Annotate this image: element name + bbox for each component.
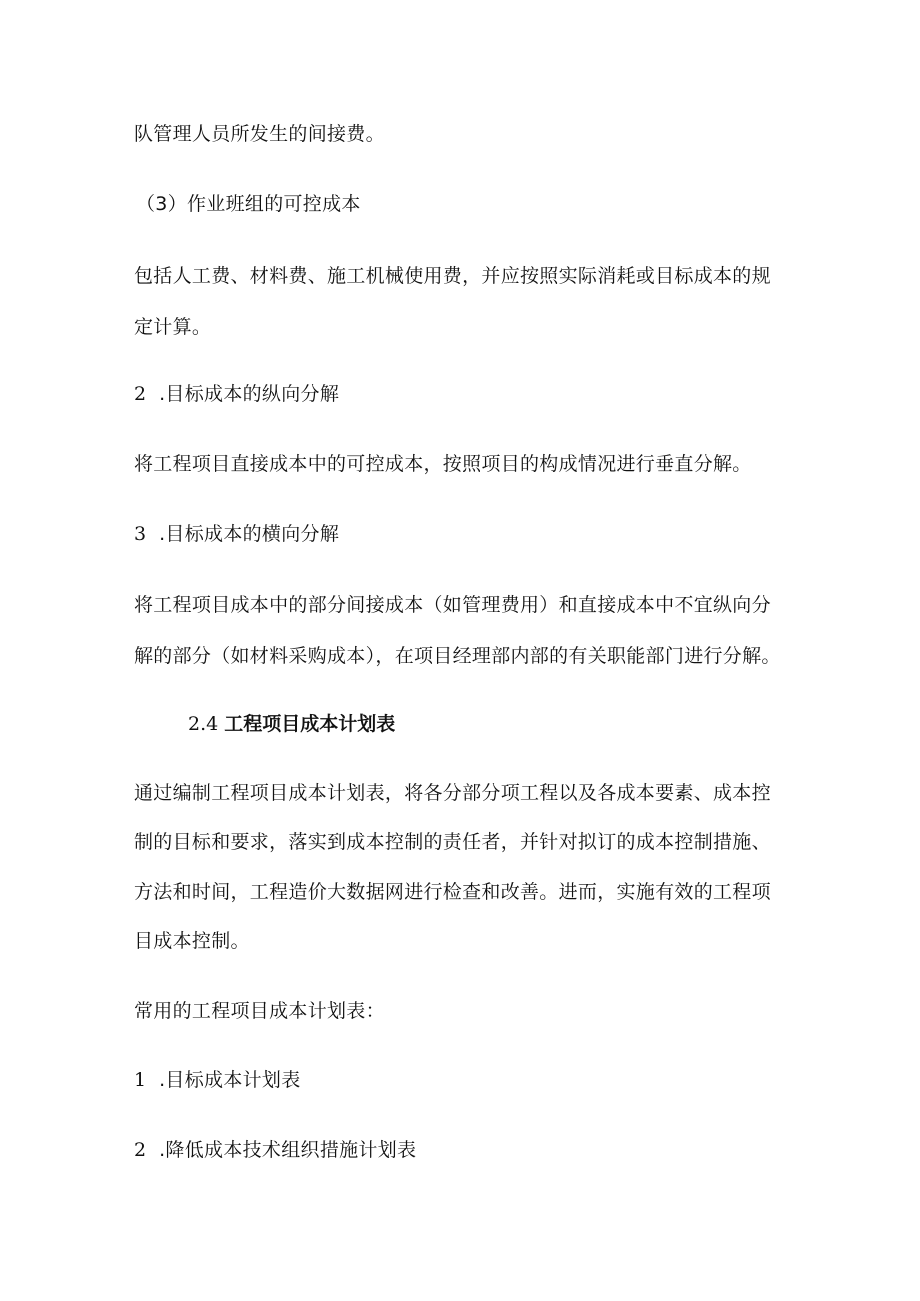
text: 方法和时间，工程造价大数据网进行检查和改善。进而，实施有效的工程项 <box>134 881 771 903</box>
list-item <box>134 382 339 406</box>
list-number: 3 <box>134 523 147 545</box>
section-heading <box>188 712 395 736</box>
list-item <box>134 522 339 546</box>
list-item <box>134 1138 416 1162</box>
paragraph-line <box>134 999 385 1023</box>
paragraph-line <box>134 929 250 953</box>
subsection-title <box>136 192 361 216</box>
text: 将工程项目直接成本中的可控成本，按照项目的构成情况进行垂直分解。 <box>134 453 752 475</box>
list-text: .目标成本的纵向分解 <box>159 383 340 405</box>
paragraph-line <box>134 593 771 617</box>
paragraph-line <box>134 781 771 805</box>
list-number: 2 <box>134 1139 147 1161</box>
text: （3）作业班组的可控成本 <box>136 193 361 215</box>
text: 制的目标和要求，落实到成本控制的责任者，并针对拟订的成本控制措施、 <box>134 831 771 853</box>
list-text: .目标成本的横向分解 <box>159 523 340 545</box>
text: 通过编制工程项目成本计划表，将各分部分项工程以及各成本要素、成本控 <box>134 782 771 804</box>
list-text: .降低成本技术组织措施计划表 <box>159 1139 417 1161</box>
list-number: 2 <box>134 383 147 405</box>
paragraph-line <box>134 452 752 476</box>
text: 常用的工程项目成本计划表： <box>134 1000 385 1022</box>
text: 包括人工费、材料费、施工机械使用费，并应按照实际消耗或目标成本的规 <box>134 265 771 287</box>
text: 将工程项目成本中的部分间接成本（如管理费用）和直接成本中不宜纵向分 <box>134 594 771 616</box>
text: 定计算。 <box>134 316 212 338</box>
paragraph-line <box>134 644 781 668</box>
section-title: 工程项目成本计划表 <box>224 713 396 735</box>
paragraph-line <box>134 880 771 904</box>
list-item <box>134 1068 301 1092</box>
section-number: 2.4 <box>188 713 219 735</box>
text: 解的部分（如材料采购成本），在项目经理部内部的有关职能部门进行分解。 <box>134 645 781 667</box>
list-number: 1 <box>134 1069 147 1091</box>
paragraph-line <box>134 830 771 854</box>
text: 目成本控制。 <box>134 930 250 952</box>
text: 队管理人员所发生的间接费。 <box>134 123 385 145</box>
paragraph-line <box>134 264 771 288</box>
paragraph-line <box>134 122 385 146</box>
paragraph-line <box>134 315 211 339</box>
list-text: .目标成本计划表 <box>159 1069 301 1091</box>
